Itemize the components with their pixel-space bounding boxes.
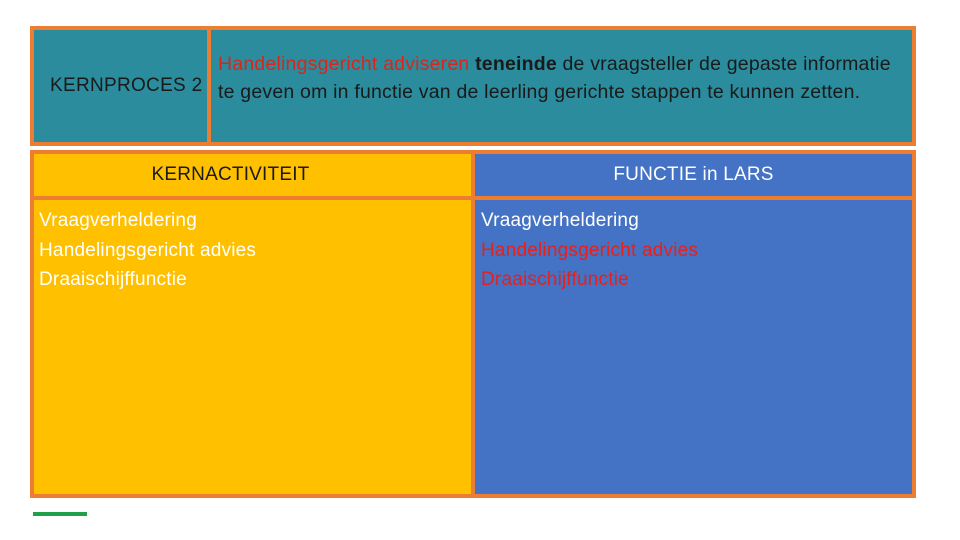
header-table [30, 26, 916, 146]
description-bold: teneinde [475, 53, 557, 75]
kernactiviteit-heading [34, 154, 471, 196]
kernactiviteit-list [34, 200, 471, 494]
functie-heading-text: FUNCTIE in LARS [613, 164, 774, 185]
functie-item: Vraagverheldering [481, 210, 639, 231]
accent-bar [33, 512, 87, 516]
functie-item-highlight: Draaischijffunctie [481, 269, 629, 290]
kernactiviteit-item: Vraagverheldering [39, 210, 197, 231]
description-rest: de vraagsteller de gepaste informatie te geven om in functie van de leerling gerichte stappen te kunnen zetten. [218, 53, 891, 103]
kernactiviteit-heading-text: KERNACTIVITEIT [151, 164, 310, 185]
process-description [211, 30, 912, 142]
functie-list [475, 200, 912, 494]
functie-heading [475, 154, 912, 196]
process-label [34, 30, 207, 142]
description-highlight: Handelingsgericht adviseren [218, 53, 470, 75]
activity-table [30, 150, 916, 498]
kernactiviteit-item: Handelingsgericht advies [39, 239, 257, 261]
kernactiviteit-item: Draaischijffunctie [39, 269, 187, 290]
functie-item-highlight: Handelingsgericht advies [481, 239, 699, 261]
process-label-text: KERNPROCES 2 [50, 75, 203, 96]
